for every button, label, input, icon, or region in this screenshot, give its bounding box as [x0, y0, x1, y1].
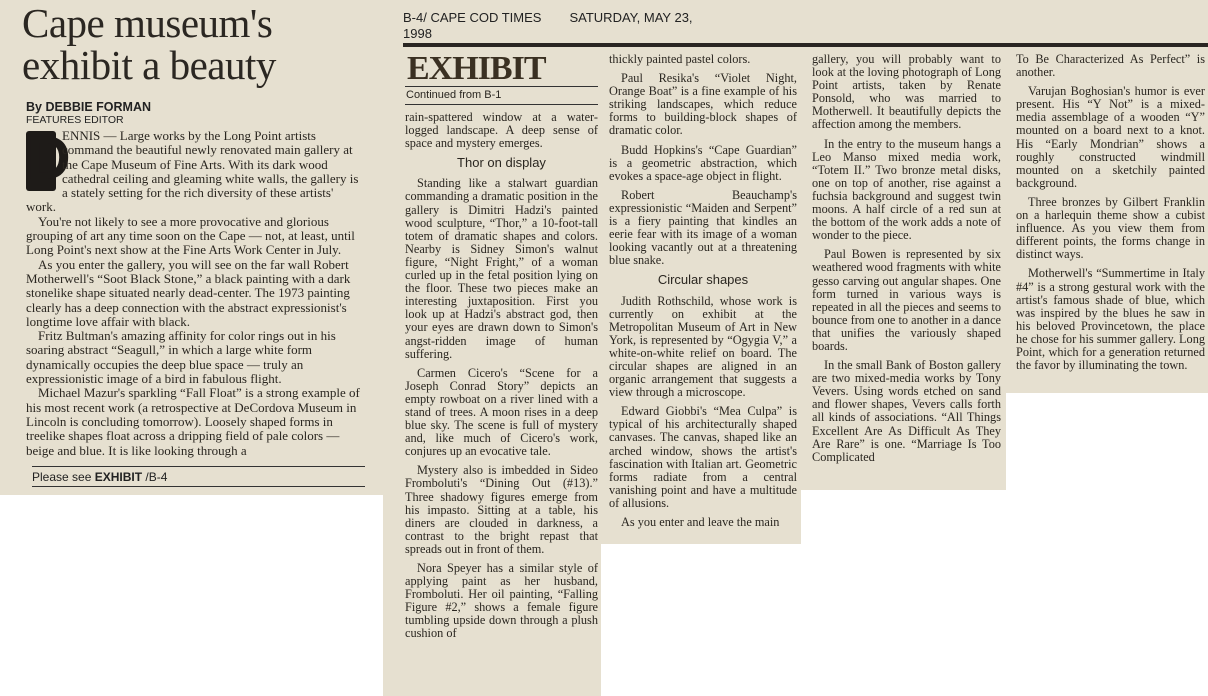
paragraph: Three bronzes by Gilbert Franklin on a harlequin theme show a cubist influence. As you view them from different points, the forms change in distinct ways. [1016, 194, 1205, 262]
paragraph: You're not likely to see a more provocative and glorious grouping of art any time soon on the Cape — not, at least, until Long Point's next show at the Fine Arts Work Center in July. [26, 213, 355, 258]
paragraph: Michael Mazur's sparkling “Fall Float” is a strong example of his most recent work (a retrospective at DeCordova Museum in Lincoln is concluding tomorrow). Loosely shaped forms in treelike shapes float across a dripping field of pale colors — beige and blue. It is like looking through a [26, 385, 360, 458]
page-masthead [403, 10, 728, 47]
paragraph-text: ENNIS — Large works by the Long Point artists command the beautiful newly renovated main gallery at the Cape Museum of Fine Arts. With its dark wood cathedral ceiling and gleaming white walls, the gallery is a stately setting for the rich diversity of these artists' work. [26, 128, 359, 215]
divider-rule [403, 43, 1208, 47]
headline-line-2: exhibit a beauty [22, 42, 276, 88]
paragraph: Paul Resika's “Violet Night, Orange Boat” is a fine example of his striking landscapes, which reduce forms to building-block shapes of dramatic color. [609, 71, 797, 138]
paragraph: Edward Giobbi's “Mea Culpa” is typical of his architecturally shaped canvases. The canvas, shaped like an arched window, shows the artist's fascination with Italian art. Geometric forms radiate from a central vanishing point and have a multitude of allusions. [609, 404, 797, 510]
publication-date: SATURDAY, MAY 23, 1998 [403, 10, 693, 41]
drop-cap: D [26, 124, 71, 193]
paragraph: Standing like a stalwart guardian commanding a dramatic position in the gallery is Dimitri Hadzi's painted wood sculpture, “Thor,” a 10-foot-tall totem of dramatic shapes and colors. Nearby is Sidney Simon's walnut figure, “Night Fright,” of a woman curled up in the fetal position lying on the floor. These two pieces make an interesting juxtaposition. First you look up at Hadzi's abstract god, then your eyes are drawn down to Simon's angst-ridden image of human suffering. [405, 176, 598, 361]
paragraph: Nora Speyer has a similar style of applying paint as her husband, Fromboluti. Her oil painting, “Falling Figure #2,” shows a female figure tumbling upside down through a plush cushion of [405, 561, 598, 641]
front-page-clipping [0, 0, 383, 495]
paragraph: Budd Hopkins's “Cape Guardian” is a geometric abstraction, which evokes a space-age object in flight. [609, 142, 797, 183]
column-1 [405, 52, 598, 647]
headline [22, 2, 365, 86]
paragraph: As you enter the gallery, you will see on the far wall Robert Motherwell's “Soot Black Stone,” a black painting with a dark stonelike shape situated nearly dead-center. The 1973 painting clearly has a deep connection with the abstract expressionist's longtime love affair with black. [26, 256, 351, 329]
paragraph: Paul Bowen is represented by six weathered wood fragments with white gesso carving out angular shapes. One form turned in various ways is repeated in all the pieces and seems to bounce from one to another in a dance that unifies the variously shaped boards. [812, 247, 1001, 353]
column-4 [1016, 53, 1205, 378]
paragraph: Carmen Cicero's “Scene for a Joseph Conrad Story” depicts an empty rowboat on a river lined with a stand of trees. A moon rises in a deep blue sky. The scene is full of mystery and, like much of Cicero's work, conjures up an evocative tale. [405, 365, 598, 459]
continued-from: Continued from B-1 [405, 86, 598, 105]
paragraph: As you enter and leave the main [621, 515, 780, 529]
jump-line [32, 466, 365, 487]
paragraph: Mystery also is imbedded in Sideo Fromboluti's “Dining Out (#13).” Three shadowy figures emerge from his impasto. Sitting at a table, his diners are clouded in darkness, a contrast to the bright repast that spreads out in front of them. [405, 463, 598, 556]
subhead: Thor on display [457, 155, 546, 171]
page-label: B-4/ CAPE COD TIMES [403, 10, 542, 25]
paragraph: thickly painted pastel colors. [609, 52, 751, 66]
paragraph: Motherwell's “Summertime in Italy #4” is a strong gestural work with the artist's famous shade of blue, which was inspired by the blues he saw in his beloved Provincetown, the place he chose for his summer gallery. Long Point, which for a generation returned the favor by illuminating the town. [1016, 266, 1205, 373]
front-article-body [26, 124, 365, 458]
jump-word: EXHIBIT [94, 469, 143, 484]
jump-page: /B-4 [142, 469, 168, 484]
paragraph: In the small Bank of Boston gallery are two mixed-media works by Tony Vevers. Using words etched on sand and flower shapes, Vevers calls forth all kinds of associations. “All Things Excellent Are As Difficult As They Are Rare” is one. “Marriage Is Too Complicated [812, 358, 1001, 464]
paragraph: gallery, you will probably want to look at the loving photograph of Long Point artists, taken by Renate Ponsold, who was married to Motherwell. It beautifully depicts the affection among the members. [812, 52, 1001, 132]
byline-role: FEATURES EDITOR [26, 114, 124, 126]
paragraph: To Be Characterized As Perfect” is another. [1016, 52, 1205, 80]
paragraph: Robert Beauchamp's expressionistic “Maiden and Serpent” is a fiery painting that kindles an eerie fear with its image of a woman looking vacantly out at a threatening blue snake. [609, 187, 797, 268]
paragraph: Varujan Boghosian's humor is ever present. His “Y Not” is a mixed-media assemblage of a wooden “Y” mounted on a board next to a knot. His “Early Mondrian” shows a roughly constructed windmill mounted on a sketchily painted background. [1016, 84, 1205, 190]
paragraph: rain-spattered window at a water-logged landscape. A deep sense of space and mystery emerges. [405, 110, 598, 151]
byline: By DEBBIE FORMAN [26, 100, 152, 114]
column-2 [609, 53, 797, 535]
paragraph: Fritz Bultman's amazing affinity for color rings out in his soaring abstract “Seagull,” in which a large white form dynamically occupies the deep blue space — truly an expressionistic image of a bird in fabulous flight. [26, 328, 336, 387]
paragraph: In the entry to the museum hangs a Leo Manso mixed media work, “Totem II.” Two bronze metal disks, one on top of another, rise against a fuchsia background and suggest twin moons. A half circle of a red sun at the bottom of the work adds a note of wonder to the piece. [812, 136, 1001, 243]
column-3 [812, 53, 1001, 470]
subhead: Circular shapes [657, 272, 749, 288]
headline-line-1: Cape museum's [22, 0, 273, 46]
jump-prefix: Please see [32, 469, 95, 484]
paragraph [26, 124, 365, 215]
paragraph: Judith Rothschild, whose work is currently on exhibit at the Metropolitan Museum of Art in New York, is represented by “Ogygia V,” a white-on-white relief on board. The circular shapes are aligned in an organic arrangement that suggests a view through a microscope. [609, 293, 797, 400]
section-kicker: EXHIBIT [407, 50, 546, 87]
